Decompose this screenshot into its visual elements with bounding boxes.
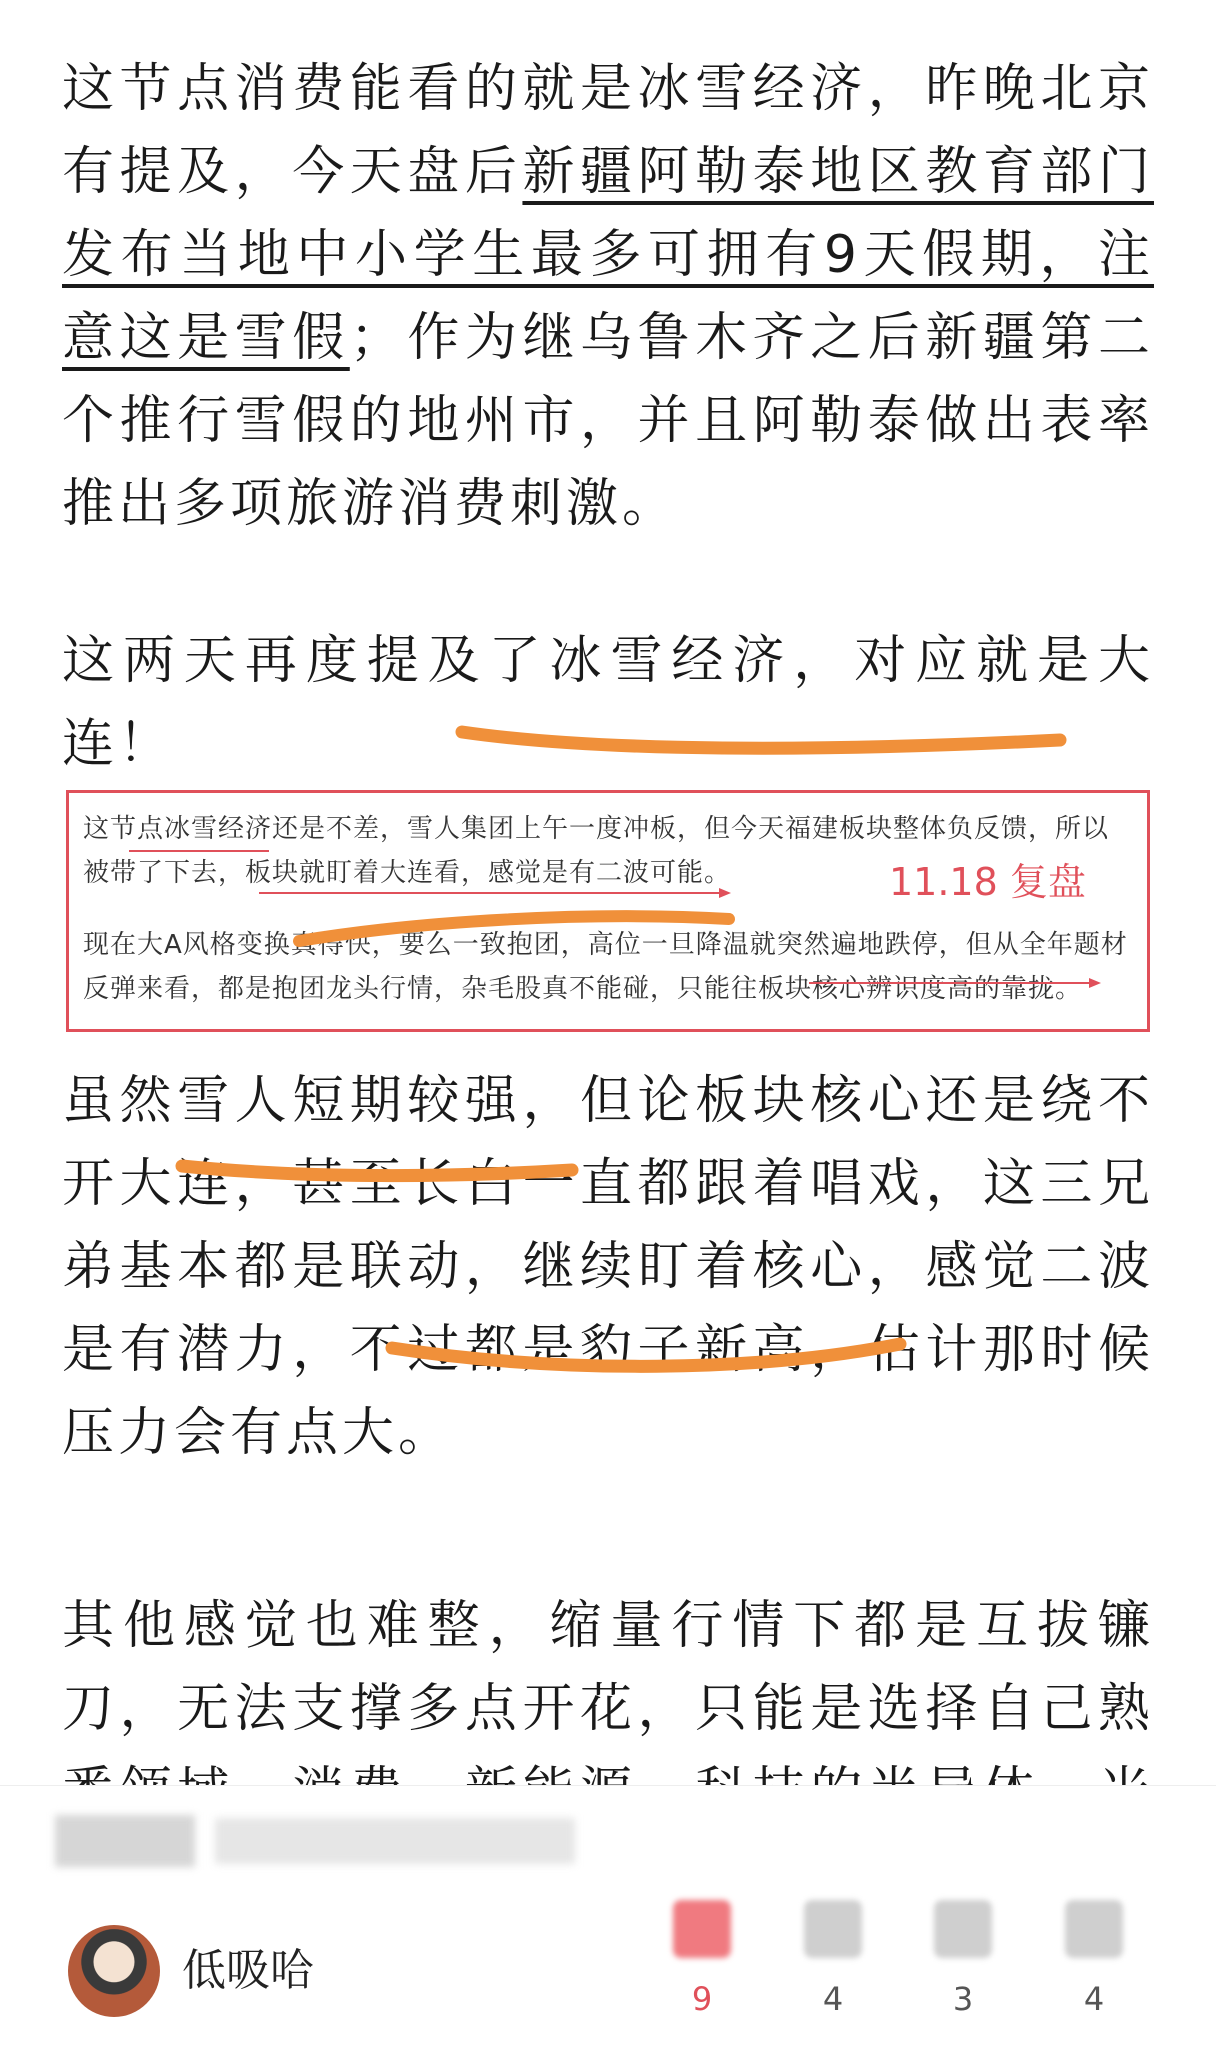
- paragraph-1-underlined: 新疆阿勒泰地区教育部门发布当地中小学生最多可拥有9天假期，注意这是雪假: [62, 142, 1154, 368]
- quote-line-2: 现在大A风格变换真得快，要么一致抱团，高位一旦降温就突然遍地跌停，但从全年题材反弹来看，都是抱团龙头行情，杂毛股真不能碰，只能往板块核心辨识度高的靠拢。: [83, 930, 1128, 1004]
- quote-line-1: 这节点冰雪经济还是不差，雪人集团上午一度冲板，但今天福建板块整体负反馈，所以被带了下去，板块就盯着大连看，感觉是有二波可能。: [83, 814, 1110, 888]
- blurred-tag: [55, 1815, 195, 1867]
- collect-button[interactable]: [913, 1900, 1013, 2018]
- author-name[interactable]: 低吸哈: [182, 1945, 314, 1996]
- share-button[interactable]: [783, 1900, 883, 2018]
- comment-icon: [1065, 1900, 1123, 1958]
- collect-icon: [934, 1900, 992, 1958]
- share-icon: [804, 1900, 862, 1958]
- share-count: 4: [822, 1980, 844, 2018]
- blurred-text: [215, 1818, 575, 1864]
- paragraph-2: 这两天再度提及了冰雪经济，对应就是大连！: [62, 631, 1154, 774]
- paragraph-1: [62, 48, 1154, 546]
- like-button[interactable]: [652, 1900, 752, 2018]
- like-count: 9: [691, 1980, 713, 2018]
- paragraph-3: 虽然雪人短期较强，但论板块核心还是绕不开大连，甚至长白一直都跟着唱戏，这三兄弟基本都是联动，继续盯着核心，感觉二波是有潜力，不过都是豹子新高，估计那时候压力会有点大。: [62, 1071, 1154, 1463]
- collect-count: 3: [952, 1980, 974, 2018]
- comment-button[interactable]: [1044, 1900, 1144, 2018]
- thumbs-up-icon: [673, 1900, 731, 1958]
- paragraph-1-part-a: 这节点消费能看的就是冰雪经济，昨晚北京有提及，今天盘后: [62, 59, 1154, 202]
- comment-count: 4: [1083, 1980, 1105, 2018]
- quoted-screenshot: [66, 790, 1150, 1032]
- quote-arrows: [69, 793, 1153, 1035]
- paragraph-4: 其他感觉也难整，缩量行情下都是互拔镰刀，无法支撑多点开花，只能是选择自己熟: [62, 1596, 1154, 1739]
- review-date-stamp: 11.18 复盘: [889, 860, 1086, 904]
- author-avatar[interactable]: [68, 1925, 160, 2017]
- paragraph-1-part-c: ；作为继乌鲁木齐之后新疆第二个推行雪假的地州市，并且阿勒泰做出表率推出多项旅游消费刺激。: [62, 308, 1154, 534]
